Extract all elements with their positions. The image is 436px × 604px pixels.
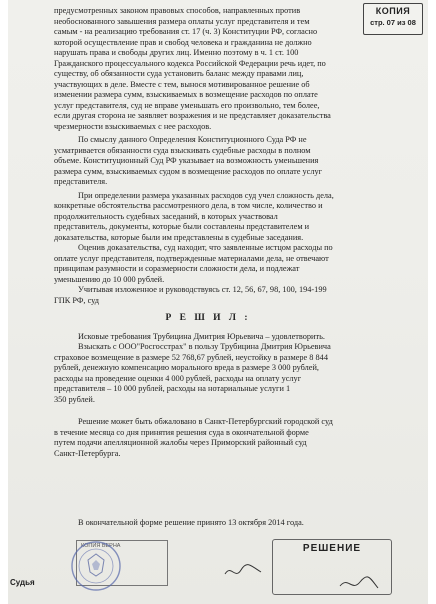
text-line: представителя.	[54, 177, 108, 186]
text-line: 350 рублей.	[54, 394, 95, 404]
paragraph-3	[54, 191, 362, 244]
final-form-date: В окончательной форме решение принято 13 октября 2014 года.	[78, 518, 304, 527]
text-line: предусмотренных законом правовых способов, направленных против	[54, 6, 301, 15]
paragraph-4	[54, 243, 362, 285]
text-line: существу, об обязанности суда установить баланс между правами лиц,	[54, 69, 304, 78]
text-line: конкретные обстоятельства рассмотренного дела, в том числе, количество и	[54, 201, 323, 210]
text-line: Учитывая изложенное и руководствуясь ст. 12, 56, 67, 98, 100, 194-199	[78, 285, 327, 294]
document-page	[8, 0, 428, 604]
text-line: ГПК РФ, суд	[54, 295, 99, 305]
text-line: услуг представителя, суд не вправе уменьшать его произвольно, тем более,	[54, 100, 320, 110]
text-line: если другая сторона не заявляет возражения и не представляет доказательства	[54, 111, 331, 120]
text-line: Решение может быть обжаловано в Санкт-Петербургский городской суд	[78, 417, 333, 426]
text-line: При определении размера указанных расходов суд учел сложность дела,	[78, 190, 334, 200]
text-line: представителя – 10 000 рублей, расходы на нотариальные услуги 1	[54, 384, 291, 393]
copy-stamp-title: КОПИЯ	[375, 6, 411, 16]
appeal-paragraph	[54, 417, 362, 459]
text-line: продолжительность судебных заседаний, в которых участвовал	[54, 211, 278, 221]
text-line: уменьшению до 10 000 рублей.	[54, 274, 165, 284]
judge-label: Судья	[10, 578, 35, 587]
text-line: принципам разумности и соразмерности сложности дела, и подлежат	[54, 264, 300, 273]
decision-paragraph	[54, 332, 362, 406]
text-line: самым - на реализацию требования ст. 17 (ч. 3) Конституции РФ, согласно	[54, 27, 318, 36]
text-line: представитель, документы, которые были составлены представителем и	[54, 222, 310, 231]
text-line: которой осуществление прав и свобод человека и гражданина не должно	[54, 37, 312, 47]
stamp-signature-icon	[338, 574, 380, 594]
text-line: Гражданского процессуального кодекса Российской Федерации речь идет, по	[54, 58, 326, 68]
decision-heading: Р Е Ш И Л :	[165, 313, 251, 323]
text-line: Оценив доказательства, суд находит, что заявленные истцом расходы по	[78, 243, 333, 252]
court-seal-icon	[70, 540, 122, 592]
paragraph-5	[54, 285, 362, 306]
text-line: усматривается обязанности суда взыскивать судебные расходы в полном	[54, 145, 311, 155]
text-line: необоснованного завышения размера оплаты услуг представителя и тем	[54, 16, 310, 26]
text-line: Исковые требования Трубицина Дмитрия Юрьевича – удовлетворить.	[78, 331, 325, 341]
text-line: нарушать права и свободы других лиц. Именно поэтому в ч. 1 ст. 100	[54, 48, 299, 57]
text-line: рублей, денежную компенсацию морального вреда в размере 3 000 рублей,	[54, 363, 320, 372]
text-line: изменении размера сумм, взыскиваемых в возмещение расходов по оплате	[54, 90, 318, 99]
copy-verified-text: КОПИЯ ВЕРНА	[81, 543, 121, 549]
text-line: Санкт-Петербурга.	[54, 448, 121, 458]
text-line: По смыслу данного Определения Конституционного Суда РФ не	[78, 135, 307, 144]
document-body	[54, 6, 362, 459]
text-line: Взыскать с ООО"Росгосстрах" в пользу Трубицина Дмитрия Юрьевича	[78, 342, 331, 351]
text-line: расходы на проведение оценки 4 000 рублей, расходы на оплату услуг	[54, 373, 302, 383]
text-line: объеме. Конституционный Суд РФ указывает на возможность уменьшения	[54, 156, 319, 165]
copy-stamp	[363, 3, 423, 35]
text-line: в течение месяца со дня принятия решения суда в окончательной форме	[54, 427, 309, 437]
text-line: чрезмерности взыскиваемых с нее расходов.	[54, 121, 212, 131]
text-line: участвующих в деле. Вместе с тем, вынося мотивированное решение об	[54, 79, 310, 89]
decision-stamp-title: РЕШЕНИЕ	[302, 543, 362, 554]
copy-stamp-page: стр. 07 из 08	[370, 18, 416, 27]
text-line: доказательства, которые были им представлены в судебные заседания.	[54, 232, 304, 242]
paragraph-1	[54, 6, 362, 132]
text-line: страховое возмещение в размере 52 768,67 рублей, неустойку в размере 8 844	[54, 352, 328, 362]
paragraph-2	[54, 135, 362, 188]
text-line: путем подачи апелляционной жалобы через Приморский районный суд	[54, 438, 307, 447]
signature-icon	[223, 560, 263, 582]
text-line: размера сумм, взыскиваемых судом в возмещение расходов по оплате услуг	[54, 166, 323, 176]
text-line: оплате услуг представителя, подтвержденные материалами дела, не отвечают	[54, 253, 329, 263]
